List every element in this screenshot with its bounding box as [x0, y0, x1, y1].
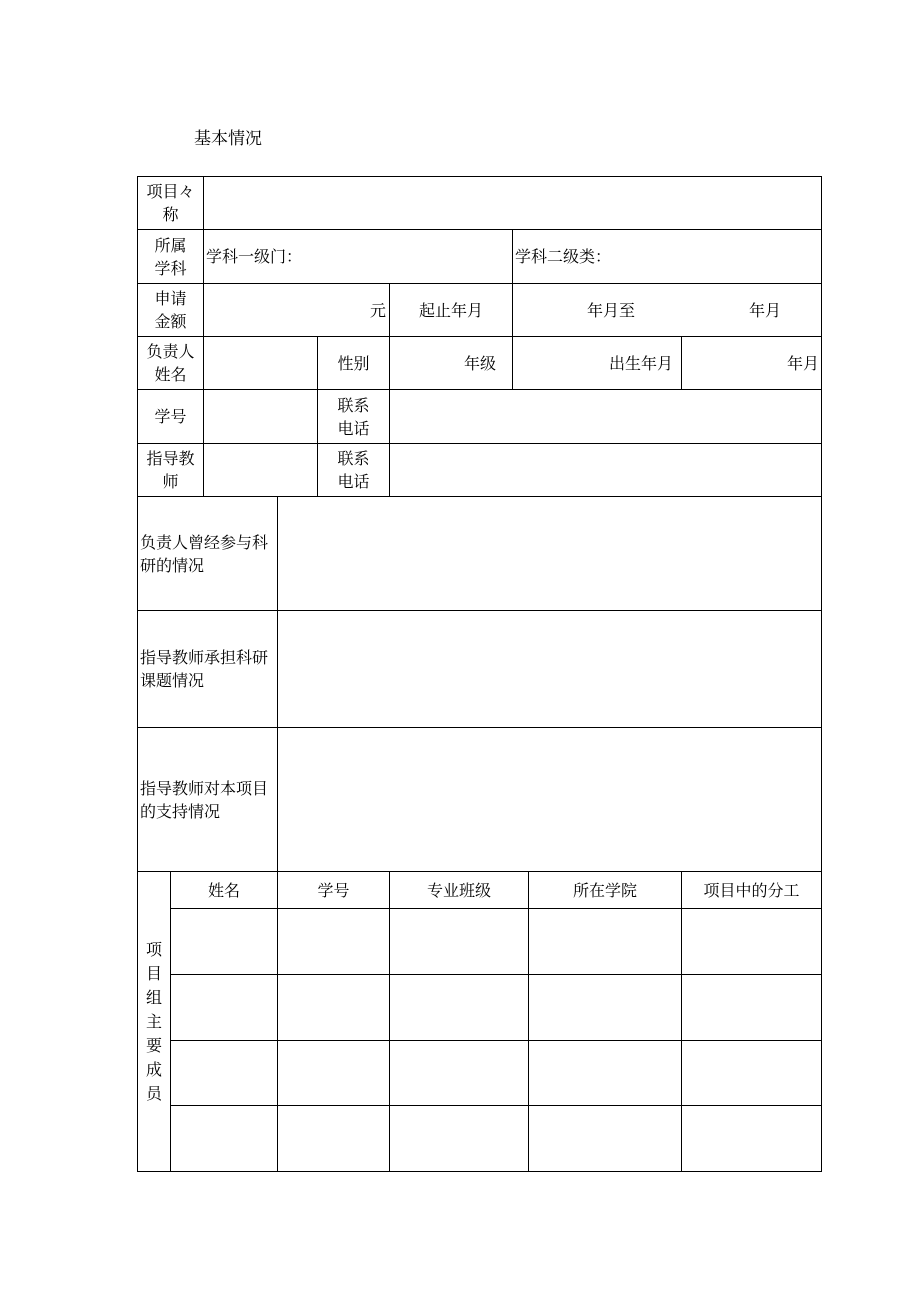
- gender-label: 性别: [337, 353, 370, 373]
- amount-label: 申请金额: [154, 289, 187, 331]
- period-from-field[interactable]: 年月至: [586, 300, 635, 320]
- student-id-label: 学号: [154, 407, 187, 426]
- members-col-student-id: 学号: [317, 880, 350, 900]
- section-title: 基本情况: [194, 129, 262, 149]
- grade-label: 年级: [463, 353, 496, 373]
- student-id-field[interactable]: [204, 390, 317, 443]
- project-name-label: 项目々称: [146, 182, 195, 224]
- birth-label: 出生年月: [608, 353, 673, 373]
- discipline-level1-field[interactable]: 学科一级门：: [206, 247, 303, 266]
- members-col-role: 项目中的分工: [703, 880, 800, 900]
- advisor-projects-label: 指导教师承担科研课题情况: [140, 648, 269, 690]
- members-col-college: 所在学院: [572, 880, 637, 900]
- member-row-4[interactable]: [171, 1106, 821, 1171]
- advisor-projects-field[interactable]: [278, 611, 821, 727]
- leader-phone-field[interactable]: [390, 390, 821, 443]
- project-name-field[interactable]: [204, 177, 821, 229]
- advisor-support-field[interactable]: [278, 728, 821, 871]
- birth-field[interactable]: 年月: [786, 353, 819, 373]
- discipline-level2-field[interactable]: 学科二级类：: [515, 247, 612, 266]
- member-row-2[interactable]: [171, 975, 821, 1040]
- members-section-label: 项目组主要成员: [145, 939, 162, 1103]
- period-to-field[interactable]: 年月: [748, 300, 781, 320]
- member-row-1[interactable]: [171, 909, 821, 974]
- advisor-support-label: 指导教师对本项目的支持情况: [140, 778, 269, 821]
- leader-name-label: 负责人姓名: [146, 342, 195, 384]
- advisor-label: 指导教师: [146, 449, 195, 491]
- amount-field[interactable]: 元: [369, 300, 386, 320]
- member-row-3[interactable]: [171, 1041, 821, 1105]
- leader-phone-label: 联系电话: [337, 395, 370, 438]
- members-col-class: 专业班级: [426, 880, 491, 900]
- leader-name-field[interactable]: [204, 337, 317, 389]
- members-col-name: 姓名: [207, 880, 240, 900]
- advisor-phone-field[interactable]: [390, 444, 821, 496]
- leader-research-field[interactable]: [278, 497, 821, 610]
- advisor-phone-label: 联系电话: [337, 449, 370, 491]
- advisor-field[interactable]: [204, 444, 317, 496]
- basic-info-table: [137, 176, 822, 1172]
- period-label: 起止年月: [418, 300, 483, 320]
- leader-research-label: 负责人曾经参与科研的情况: [140, 532, 269, 575]
- discipline-label: 所属学科: [154, 235, 187, 278]
